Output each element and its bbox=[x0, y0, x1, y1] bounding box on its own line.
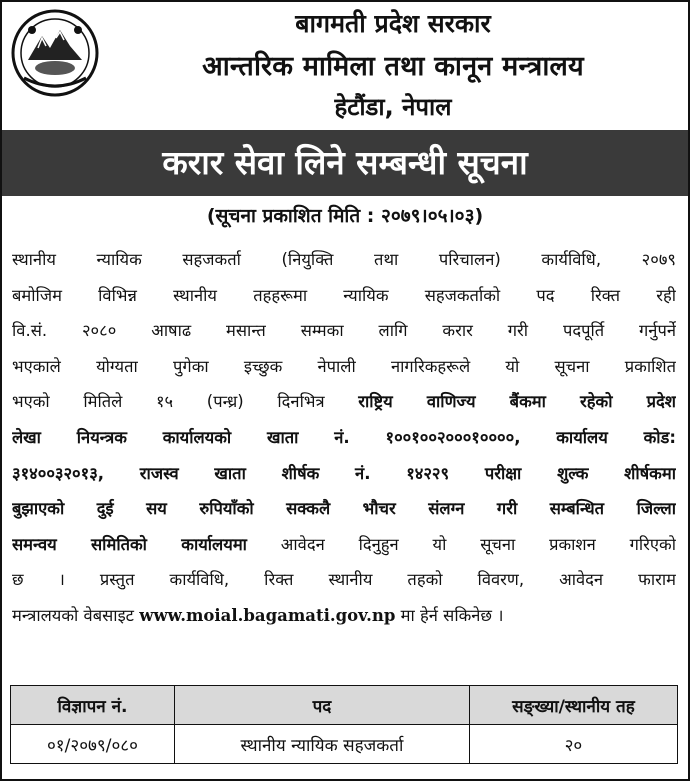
province-government: बागमती प्रदेश सरकार bbox=[295, 9, 491, 38]
body-line bbox=[12, 384, 676, 420]
body-segment: मन्त्रालयको वेबसाइट bbox=[12, 605, 134, 625]
nepal-emblem-icon bbox=[10, 8, 100, 98]
cell-count: २० bbox=[469, 725, 677, 764]
cell-ad-number: ०१/२०७९/०८० bbox=[11, 725, 175, 764]
notice-body bbox=[12, 242, 676, 634]
table-header-row bbox=[11, 686, 678, 725]
body-line: स्थानीय न्यायिक सहजकर्ता (नियुक्ति तथा परिचालन) कार्यविधि, २०७९ bbox=[12, 250, 676, 269]
bank-name: राष्ट्रिय वाणिज्य बैंकमा रहेको प्रदेश bbox=[358, 392, 676, 412]
website-link[interactable]: www.moial.bagamati.gov.np bbox=[139, 605, 396, 625]
ministry-location: हेटौंडा, नेपाल bbox=[334, 93, 452, 121]
revenue-details: ३१४००३२०१३, राजस्व खाता शीर्षक नं. १४२२९ परीक्षा शुल्क शीर्षकमा bbox=[12, 463, 676, 483]
body-line: वि.सं. २०८० आषाढ मसान्त सम्मका लागि करार गरी पदपूर्ति गर्नुपर्ने bbox=[12, 321, 676, 341]
body-line-bold bbox=[12, 420, 676, 456]
coordination-office: समन्वय समितिको कार्यालयमा bbox=[12, 534, 247, 554]
header-post: पद bbox=[174, 686, 469, 725]
body-line: बमोजिम विभिन्न स्थानीय तहहरूमा न्यायिक सहजकर्ताको पद रिक्त रही bbox=[12, 285, 676, 305]
body-segment: भएको मितिले १५ (पन्ध्र) दिनभित्र bbox=[12, 392, 325, 412]
cell-post: स्थानीय न्यायिक सहजकर्ता bbox=[174, 725, 469, 764]
body-segment: आवेदन दिनुहुन यो सूचना प्रकाशन गरिएको bbox=[280, 534, 676, 554]
notice-title: करार सेवा लिने सम्बन्धी सूचना bbox=[2, 130, 688, 196]
body-line-bold bbox=[12, 491, 676, 527]
vacancy-table bbox=[10, 685, 678, 764]
body-segment: मा हेर्न सकिनेछ । bbox=[400, 605, 504, 625]
account-details: लेखा नियन्त्रक कार्यालयको खाता नं. १००१००२०००१००००, कार्यालय कोड: bbox=[12, 427, 676, 447]
publication-date: (सूचना प्रकाशित मिति : २०७९।०५।०३) bbox=[206, 205, 484, 227]
body-line: भएकाले योग्यता पुगेका इच्छुक नेपाली नागरिकहरूले यो सूचना प्रकाशित bbox=[12, 356, 676, 376]
header-count: सङ्ख्या/स्थानीय तह bbox=[469, 686, 677, 725]
body-line: छ । प्रस्तुत कार्यविधि, रिक्त स्थानीय तहको विवरण, आवेदन फाराम bbox=[12, 570, 676, 590]
voucher-details: बुझाएको दुई सय रुपियाँको सक्कलै भौचर संलग्न गरी सम्बन्धित जिल्ला bbox=[12, 499, 676, 519]
header bbox=[2, 2, 688, 130]
table-row bbox=[11, 725, 678, 764]
body-line-bold bbox=[12, 456, 676, 492]
ministry-name: आन्तरिक मामिला तथा कानून मन्त्रालय bbox=[202, 51, 584, 82]
body-line bbox=[12, 598, 676, 634]
header-ad-number: विज्ञापन नं. bbox=[11, 686, 175, 725]
body-line bbox=[12, 527, 676, 563]
